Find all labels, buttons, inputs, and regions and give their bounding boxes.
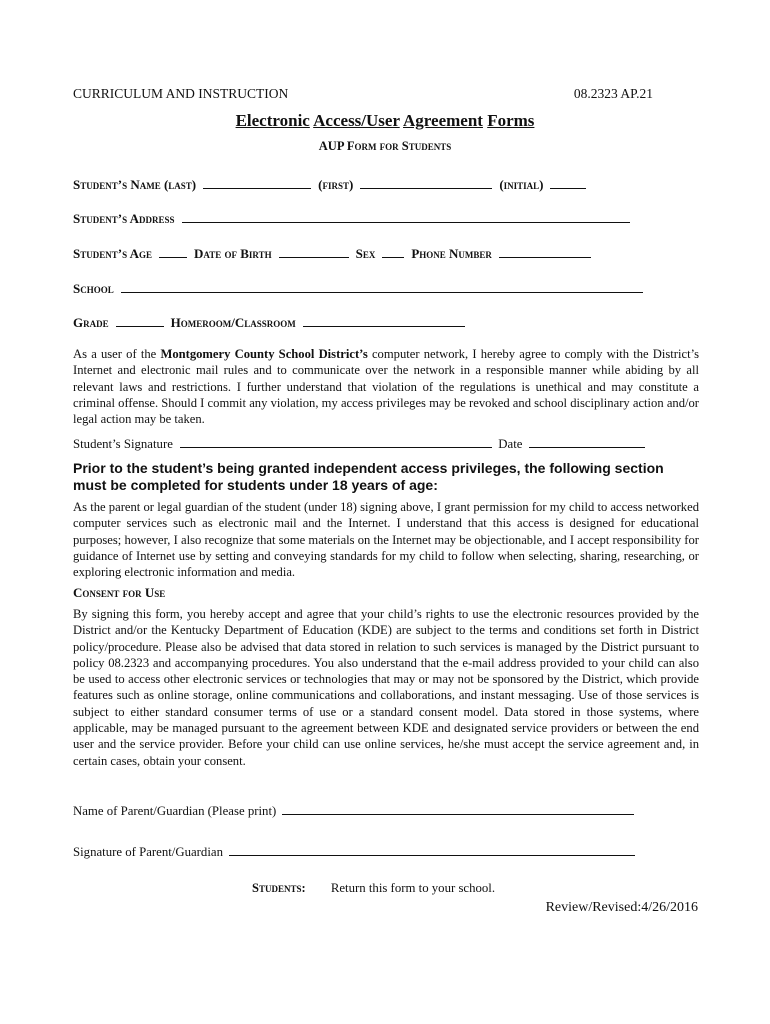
phone-number-field[interactable] [499, 245, 591, 258]
parent-permission-paragraph: As the parent or legal guardian of the student (under 18) signing above, I grant permission for my child to access networked computer services such as electronic mail and the Internet. I understand that this access is designed for educational purposes; however, I also recognize that some materials on the Internet may be objectionable, and I accept responsibility for guidance of Internet use by setting and conveying standards for my child to follow when selecting, sharing, researching, or exploring electronic information and media. [73, 500, 699, 580]
agreement-text-start: As a user of the [73, 347, 161, 361]
homeroom-field[interactable] [303, 314, 465, 327]
parent-section-notice: Prior to the student’s being granted independent access privileges, the following section must be completed for students under 18 years of age: [73, 460, 664, 493]
student-details-row [73, 245, 594, 263]
school-row [73, 280, 646, 298]
parent-name-label: Name of Parent/Guardian (Please print) [73, 804, 277, 818]
grade-field[interactable] [116, 314, 164, 327]
school-label: School [73, 281, 114, 296]
student-age-label: Student’s Age [73, 246, 152, 261]
district-name: Montgomery County School District’s [160, 347, 368, 361]
sex-field[interactable] [382, 245, 404, 258]
agreement-text-end: computer network, I hereby agree to comply with the District’s Internet and electronic mail rules and to communicate over the network in a responsible manner while abiding by all relevant laws and restrictions. I further understand that violation of the regulations is unethical and may constitute a criminal offense. Should I commit any violation, my access privileges may be revoked and school disciplinary action and/or legal action may be taken. [73, 347, 699, 427]
consent-heading: Consent for Use [73, 585, 166, 600]
student-name-row [73, 176, 589, 194]
title-word: Access/User [313, 111, 400, 130]
student-signature-date-field[interactable] [529, 435, 645, 448]
date-of-birth-label: Date of Birth [194, 246, 272, 261]
student-signature-field[interactable] [180, 435, 492, 448]
parent-signature-label: Signature of Parent/Guardian [73, 845, 223, 859]
students-label: Students: [252, 881, 306, 895]
student-first-name-field[interactable] [360, 176, 492, 189]
header-section-title: CURRICULUM AND INSTRUCTION [73, 86, 289, 101]
title-word: Agreement [403, 111, 483, 130]
student-first-name-label: (first) [318, 177, 354, 192]
student-address-label: Student’s Address [73, 211, 175, 226]
student-address-row [73, 210, 633, 228]
student-signature-label: Student’s Signature [73, 437, 173, 451]
student-agreement-paragraph [73, 346, 699, 427]
form-subtitle: AUP Form for Students [318, 139, 452, 153]
form-title [0, 111, 770, 131]
parent-name-row [73, 802, 637, 819]
date-of-birth-field[interactable] [279, 245, 349, 258]
student-initial-field[interactable] [550, 176, 586, 189]
review-revised-date: Review/Revised:4/26/2016 [545, 900, 698, 915]
grade-label: Grade [73, 315, 109, 330]
student-address-field[interactable] [182, 210, 630, 223]
grade-row [73, 314, 468, 332]
sex-label: Sex [355, 246, 376, 261]
school-field[interactable] [121, 280, 643, 293]
students-instruction [252, 881, 495, 896]
students-instruction-text: Return this form to your school. [330, 881, 496, 895]
title-word: Forms [487, 111, 535, 130]
parent-signature-row [73, 843, 638, 860]
consent-paragraph: By signing this form, you hereby accept and agree that your child’s rights to use the electronic resources provided by the District and/or the Kentucky Department of Education (KDE) are subject to the terms and conditions set forth in District policy/procedure. Please also be advised that data stored in relation to such services is managed by the District pursuant to policy 08.2323 and accompanying procedures. You also understand that the e-mail address provided to your child can also be used to access other electronic services or technologies that may or may not be sponsored by the District, which provide features such as online storage, online communications and collaborations, and instant messaging. Use of those services is subject to either standard consumer terms of use or a standard consent model. Data stored in those systems, where applicable, may be managed pursuant to the agreement between KDE and designated service providers or between the end user and the service provider. Before your child can use online services, he/she must accept the service agreement and, in certain cases, obtain your consent. [73, 607, 699, 768]
student-age-field[interactable] [159, 245, 187, 258]
student-signature-date-label: Date [498, 437, 523, 451]
student-signature-row [73, 435, 648, 452]
parent-signature-field[interactable] [229, 843, 635, 856]
header-policy-code: 08.2323 AP.21 [573, 86, 653, 101]
title-word: Electronic [235, 111, 310, 130]
student-last-name-label: Student’s Name (last) [73, 177, 197, 192]
parent-name-field[interactable] [282, 802, 634, 815]
student-last-name-field[interactable] [203, 176, 311, 189]
phone-number-label: Phone Number [411, 246, 492, 261]
homeroom-label: Homeroom/Classroom [170, 315, 296, 330]
student-initial-label: (initial) [499, 177, 544, 192]
